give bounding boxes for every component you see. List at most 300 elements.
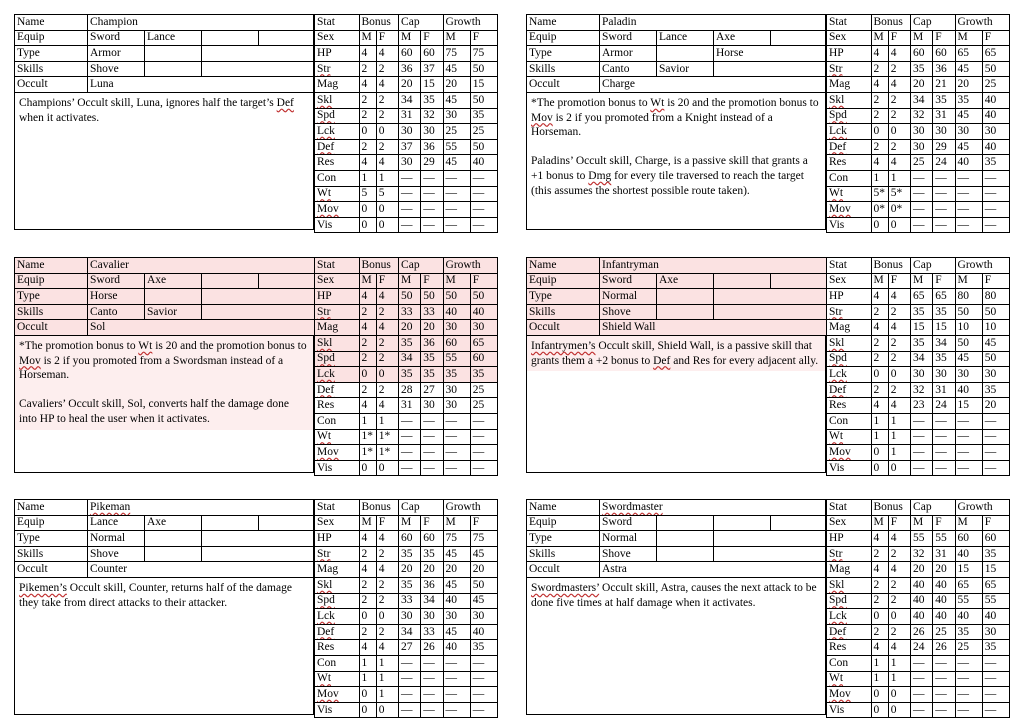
type-value: Armor: [600, 46, 657, 62]
stat-value: —: [955, 687, 982, 703]
stat-value: 65: [955, 46, 982, 62]
name-label: Name: [527, 258, 600, 274]
stat-value: 0: [871, 609, 888, 625]
stat-value: —: [443, 202, 470, 218]
stat-value: —: [443, 170, 470, 186]
stat-value: 37: [399, 139, 421, 155]
type-row: [15, 531, 315, 547]
stat-value: 45: [443, 624, 470, 640]
class-name: Champion: [88, 15, 315, 31]
stat-name: Spd: [827, 593, 872, 609]
stat-value: 2: [871, 335, 888, 351]
stat-row: [315, 155, 498, 171]
stat-value: 0: [376, 702, 398, 718]
stat-value: 4: [888, 562, 910, 578]
type-value: [202, 289, 315, 305]
stat-value: —: [982, 217, 1009, 233]
stat-value: 15: [955, 562, 982, 578]
class-description: [527, 578, 825, 613]
stat-row: [827, 546, 1010, 562]
stat-value: 0: [376, 460, 398, 476]
stat-row: [315, 304, 498, 320]
equip-weapon: [202, 30, 259, 46]
stat-value: 65: [470, 335, 497, 351]
stat-row: [827, 304, 1010, 320]
stat-value: 2: [888, 351, 910, 367]
female-header: F: [376, 515, 398, 531]
stat-value: 34: [911, 351, 933, 367]
occult-label: Occult: [15, 320, 88, 336]
type-value: [714, 531, 827, 547]
stat-value: 2: [871, 92, 888, 108]
class-info: [526, 14, 826, 230]
stat-value: —: [982, 460, 1009, 476]
equip-weapon: [657, 515, 714, 531]
stat-value: 2: [888, 593, 910, 609]
stat-value: 35: [421, 92, 443, 108]
stat-value: 31: [399, 108, 421, 124]
name-row: [527, 258, 827, 274]
stat-value: 2: [359, 577, 376, 593]
stat-value: 4: [359, 640, 376, 656]
stat-row: [315, 531, 498, 547]
stat-value: —: [933, 170, 955, 186]
stat-value: 2: [359, 593, 376, 609]
stat-value: 35: [421, 351, 443, 367]
stat-value: —: [399, 202, 421, 218]
stat-value: —: [421, 671, 443, 687]
stat-value: 40: [933, 577, 955, 593]
stat-name: Def: [315, 139, 360, 155]
stat-value: 55: [911, 531, 933, 547]
stat-value: 45: [443, 155, 470, 171]
stat-name: Def: [315, 624, 360, 640]
bonus-header: Bonus: [359, 500, 399, 516]
stat-name: Mag: [827, 77, 872, 93]
stat-value: 35: [955, 624, 982, 640]
skill-value: Savior: [657, 61, 714, 77]
stat-name: Res: [315, 640, 360, 656]
stat-value: —: [421, 217, 443, 233]
occult-row: [527, 77, 827, 93]
stat-value: 1: [871, 170, 888, 186]
stat-name: Res: [827, 155, 872, 171]
stat-row: [827, 624, 1010, 640]
stat-value: —: [421, 702, 443, 718]
stat-value: 32: [911, 546, 933, 562]
class-info: [14, 499, 314, 715]
stat-value: —: [421, 445, 443, 461]
growth-header: Growth: [955, 258, 1009, 274]
stat-name: Mov: [315, 687, 360, 703]
stat-value: 2: [888, 382, 910, 398]
stat-value: —: [443, 445, 470, 461]
stat-value: 45: [443, 61, 470, 77]
skills-label: Skills: [15, 61, 88, 77]
female-header: F: [470, 30, 497, 46]
female-header: F: [933, 515, 955, 531]
type-row: [527, 46, 827, 62]
stat-value: 4: [359, 77, 376, 93]
stat-value: 55: [955, 593, 982, 609]
class-name: Infantryman: [600, 258, 827, 274]
stat-header: Stat: [827, 15, 872, 31]
stat-value: 50: [982, 351, 1009, 367]
description-paragraph: Champions’ Occult skill, Luna, ignores half the target’s Def when it activates.: [19, 96, 294, 124]
stat-value: —: [443, 429, 470, 445]
growth-header: Growth: [955, 15, 1009, 31]
skills-row: [15, 304, 315, 320]
male-header: M: [871, 273, 888, 289]
stat-value: —: [443, 460, 470, 476]
growth-header: Growth: [443, 500, 497, 516]
type-value: [145, 531, 202, 547]
skills-row: [15, 61, 315, 77]
stat-value: —: [470, 445, 497, 461]
stat-value: 35: [399, 367, 421, 383]
stat-name: Mov: [827, 687, 872, 703]
stat-value: 4: [376, 77, 398, 93]
equip-weapon: [202, 273, 259, 289]
stat-name: HP: [315, 46, 360, 62]
stat-row: [827, 217, 1010, 233]
stat-row: [827, 531, 1010, 547]
name-label: Name: [15, 15, 88, 31]
equip-label: Equip: [15, 515, 88, 531]
description-paragraph: Cavaliers’ Occult skill, Sol, converts half the damage done into HP to heal the user when it activates.: [19, 398, 289, 425]
stat-name: Con: [315, 170, 360, 186]
occult-skill: Astra: [600, 562, 827, 578]
stat-value: 2: [376, 351, 398, 367]
stat-value: 40: [470, 304, 497, 320]
sex-header: Sex: [315, 273, 360, 289]
stat-value: 31: [933, 108, 955, 124]
stat-row: [827, 108, 1010, 124]
stat-value: 1: [359, 655, 376, 671]
class-info: [526, 499, 826, 715]
stat-value: —: [955, 217, 982, 233]
stat-value: 31: [933, 546, 955, 562]
stat-row: [827, 562, 1010, 578]
stat-value: 0: [359, 460, 376, 476]
stat-value: 45: [955, 61, 982, 77]
stat-value: 65: [982, 577, 1009, 593]
stat-name: Con: [315, 413, 360, 429]
equip-weapon: [771, 30, 827, 46]
stat-value: 4: [376, 562, 398, 578]
stat-value: —: [470, 217, 497, 233]
stat-value: 29: [421, 155, 443, 171]
stat-value: 20: [399, 320, 421, 336]
stat-value: 40: [955, 382, 982, 398]
stat-value: —: [421, 170, 443, 186]
name-row: [15, 258, 315, 274]
stat-value: —: [470, 170, 497, 186]
stat-value: 32: [911, 382, 933, 398]
stat-value: 26: [911, 624, 933, 640]
stat-value: 1: [376, 687, 398, 703]
stat-value: —: [399, 217, 421, 233]
stat-value: 36: [421, 577, 443, 593]
stat-value: 33: [399, 304, 421, 320]
stat-value: —: [911, 202, 933, 218]
stat-value: 75: [443, 46, 470, 62]
stat-value: 33: [421, 624, 443, 640]
stat-table: [826, 14, 1010, 233]
stat-value: 60: [911, 46, 933, 62]
stat-name: Spd: [827, 351, 872, 367]
stat-value: 30: [911, 367, 933, 383]
stat-value: 36: [933, 61, 955, 77]
stat-value: 2: [359, 108, 376, 124]
stat-value: —: [911, 445, 933, 461]
stat-name: Vis: [315, 460, 360, 476]
stat-value: 35: [911, 61, 933, 77]
stat-value: —: [470, 671, 497, 687]
class-info: [14, 14, 314, 230]
stat-row: [315, 624, 498, 640]
stat-value: —: [911, 413, 933, 429]
stat-name: Str: [315, 61, 360, 77]
stat-value: 1*: [359, 429, 376, 445]
description-paragraph: *The promotion bonus to Wt is 20 and the promotion bonus to Mov is 2 if you promoted from a Knight instead of a Horseman.: [531, 96, 819, 139]
equip-weapon: [771, 515, 827, 531]
stat-value: 40: [443, 593, 470, 609]
stat-value: 34: [933, 335, 955, 351]
stat-value: 34: [421, 593, 443, 609]
stat-row: [315, 562, 498, 578]
equip-weapon: [202, 515, 259, 531]
stat-value: —: [982, 170, 1009, 186]
type-value: Normal: [600, 289, 657, 305]
stat-value: —: [911, 687, 933, 703]
stat-value: 4: [888, 398, 910, 414]
stat-value: 60: [421, 46, 443, 62]
occult-label: Occult: [527, 320, 600, 336]
stat-value: 15: [933, 320, 955, 336]
stat-table: [826, 257, 1010, 476]
stat-name: HP: [827, 531, 872, 547]
sex-header: Sex: [827, 273, 872, 289]
stat-row: [315, 687, 498, 703]
skill-value: Shove: [88, 61, 145, 77]
stat-value: 2: [888, 139, 910, 155]
stat-value: 0: [871, 702, 888, 718]
stat-value: 24: [911, 640, 933, 656]
stat-value: 45: [955, 108, 982, 124]
stat-value: 2: [888, 92, 910, 108]
stat-header: Stat: [827, 258, 872, 274]
stat-value: 32: [421, 108, 443, 124]
type-value: [145, 289, 202, 305]
stat-value: 5: [376, 186, 398, 202]
stat-value: —: [470, 413, 497, 429]
stat-row: [315, 577, 498, 593]
stat-value: —: [399, 413, 421, 429]
stat-value: —: [399, 429, 421, 445]
stat-value: —: [982, 655, 1009, 671]
stat-value: 40: [955, 609, 982, 625]
stat-value: 50: [982, 61, 1009, 77]
stat-value: 32: [911, 108, 933, 124]
stat-value: 30: [399, 124, 421, 140]
stat-value: 4: [888, 531, 910, 547]
occult-row: [15, 320, 315, 336]
stat-value: 4: [888, 77, 910, 93]
class-card: [526, 499, 1010, 715]
stat-value: 5*: [871, 186, 888, 202]
stat-value: 0: [871, 687, 888, 703]
stat-value: 1*: [376, 445, 398, 461]
stat-value: 35: [982, 155, 1009, 171]
female-header: F: [982, 273, 1009, 289]
type-value: [145, 46, 202, 62]
stat-value: 60: [399, 531, 421, 547]
stat-value: —: [443, 687, 470, 703]
type-label: Type: [527, 289, 600, 305]
stat-value: 4: [359, 531, 376, 547]
stat-value: —: [470, 655, 497, 671]
stat-value: 80: [982, 289, 1009, 305]
stat-row: [827, 202, 1010, 218]
stat-row: [315, 702, 498, 718]
female-header: F: [888, 273, 910, 289]
male-header: M: [871, 515, 888, 531]
stat-value: 2: [376, 624, 398, 640]
stat-value: 30: [470, 320, 497, 336]
stat-value: 0: [871, 460, 888, 476]
name-row: [527, 500, 827, 516]
stat-table: [826, 499, 1010, 718]
female-header: F: [982, 515, 1009, 531]
stat-value: 4: [871, 640, 888, 656]
stat-value: 4: [871, 155, 888, 171]
stat-value: 40: [955, 546, 982, 562]
stat-value: 4: [359, 398, 376, 414]
stat-value: 2: [359, 335, 376, 351]
stat-value: 2: [359, 546, 376, 562]
name-label: Name: [527, 15, 600, 31]
stat-value: 20: [911, 562, 933, 578]
equip-row: [527, 515, 827, 531]
stat-value: 2: [871, 108, 888, 124]
skill-value: [714, 546, 827, 562]
stat-value: 1: [871, 655, 888, 671]
stat-value: —: [982, 702, 1009, 718]
occult-skill: Sol: [88, 320, 315, 336]
stat-value: 35: [982, 382, 1009, 398]
stat-name: Skl: [315, 577, 360, 593]
bonus-header: Bonus: [359, 258, 399, 274]
stat-name: Mov: [827, 445, 872, 461]
occult-skill: Shield Wall: [600, 320, 827, 336]
stat-value: 0: [376, 217, 398, 233]
stat-value: 15: [955, 398, 982, 414]
stat-value: 0: [888, 460, 910, 476]
stat-value: —: [399, 655, 421, 671]
stat-value: 4: [888, 155, 910, 171]
bonus-header: Bonus: [871, 500, 911, 516]
name-label: Name: [15, 258, 88, 274]
occult-row: [527, 562, 827, 578]
stat-row: [827, 320, 1010, 336]
stat-value: 30: [955, 124, 982, 140]
cap-header: Cap: [399, 500, 444, 516]
stat-value: 30: [443, 108, 470, 124]
stat-row: [827, 593, 1010, 609]
stat-row: [315, 655, 498, 671]
equip-weapon: Axe: [145, 515, 202, 531]
stat-value: 1: [888, 413, 910, 429]
class-description: [527, 336, 825, 371]
stat-value: —: [933, 186, 955, 202]
stat-value: 4: [376, 289, 398, 305]
stat-value: —: [443, 655, 470, 671]
stat-value: —: [982, 429, 1009, 445]
stat-value: 1: [376, 655, 398, 671]
stat-value: 15: [982, 562, 1009, 578]
stat-value: 45: [443, 92, 470, 108]
stat-row: [827, 77, 1010, 93]
female-header: F: [421, 273, 443, 289]
stat-value: 30: [933, 124, 955, 140]
stat-value: 65: [911, 289, 933, 305]
class-name: Paladin: [600, 15, 827, 31]
stat-value: 40: [933, 609, 955, 625]
stat-value: 5: [359, 186, 376, 202]
stat-value: —: [955, 671, 982, 687]
male-header: M: [359, 273, 376, 289]
skills-label: Skills: [527, 546, 600, 562]
stat-value: 2: [888, 335, 910, 351]
stat-value: 1*: [376, 429, 398, 445]
stat-row: [827, 170, 1010, 186]
class-card: [14, 257, 498, 473]
stat-block: [826, 499, 1010, 715]
stat-name: Mov: [315, 202, 360, 218]
stat-value: —: [399, 445, 421, 461]
stat-row: [827, 335, 1010, 351]
stat-value: —: [470, 429, 497, 445]
info-table: [526, 257, 827, 336]
stat-value: 2: [871, 546, 888, 562]
stat-value: 4: [888, 46, 910, 62]
stat-value: 2: [359, 92, 376, 108]
class-card: [14, 499, 498, 715]
stat-value: —: [911, 671, 933, 687]
stat-value: 4: [888, 320, 910, 336]
stat-value: 25: [443, 124, 470, 140]
stat-value: 4: [376, 640, 398, 656]
stat-value: 26: [933, 640, 955, 656]
stat-row: [827, 687, 1010, 703]
occult-label: Occult: [527, 562, 600, 578]
stat-name: Str: [827, 546, 872, 562]
stat-row: [315, 382, 498, 398]
stat-name: Res: [315, 155, 360, 171]
stat-value: 28: [399, 382, 421, 398]
stat-value: 0: [359, 702, 376, 718]
stat-row: [827, 577, 1010, 593]
skill-value: Shove: [88, 546, 145, 562]
type-row: [527, 531, 827, 547]
stat-value: 30: [421, 609, 443, 625]
type-label: Type: [15, 46, 88, 62]
stat-value: 35: [982, 546, 1009, 562]
stat-name: HP: [827, 46, 872, 62]
stat-value: 0: [888, 124, 910, 140]
stat-value: 4: [376, 398, 398, 414]
